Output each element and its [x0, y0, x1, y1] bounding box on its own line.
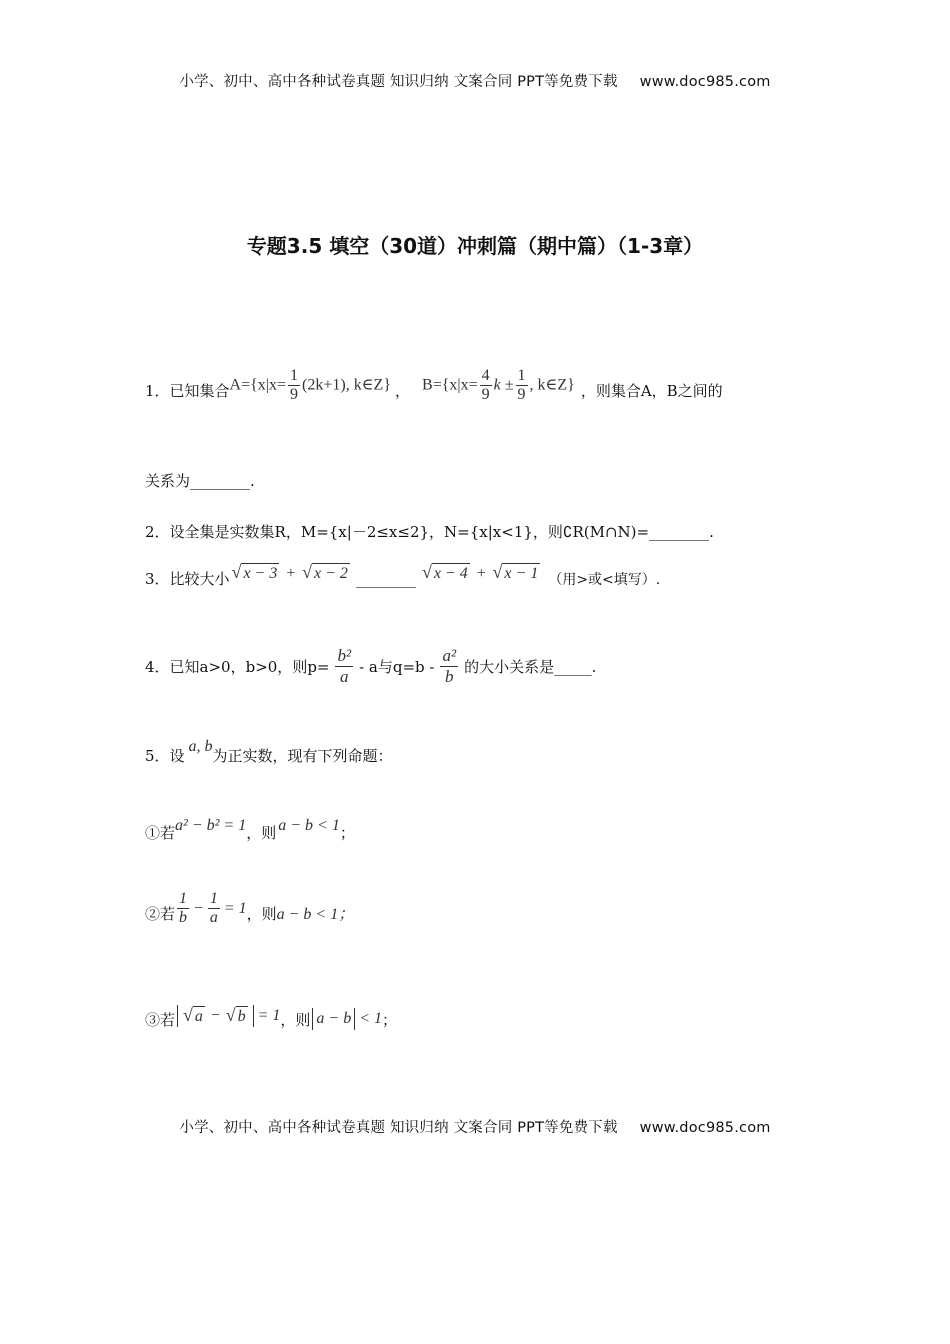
item-3-end: ； [382, 1010, 398, 1029]
item-3-conclusion: a − b < 1 [310, 1008, 382, 1030]
item-3-label: ③若 [145, 1010, 176, 1029]
item-2-conclusion: a − b < 1； [276, 905, 355, 923]
item-2-then: ，则 [246, 904, 277, 923]
q5-prefix: 5．设 [145, 747, 185, 765]
item-1-label: ①若 [145, 824, 176, 842]
q3-prefix: 3．比较大小 [145, 570, 230, 588]
page-header [0, 70, 950, 91]
item-1-conclusion: a − b < 1 [278, 816, 340, 834]
q1-prefix: 1．已知集合 [145, 382, 230, 400]
q1-set-a: A={x|x= $\frac{1}{9}$ (2k+1), k∈Z} [229, 366, 392, 403]
q3-left-expr: √ x − 3 + √ x − 2 [231, 562, 348, 582]
question-4 [145, 646, 596, 686]
q1-suffix: ，则集合A，B之间的 [580, 382, 723, 400]
q5-suffix: 为正实数，现有下列命题： [212, 747, 393, 765]
header-text: 小学、初中、高中各种试卷真题 知识归纳 文案合同 PPT等免费下载 [179, 74, 618, 90]
footer-text: 小学、初中、高中各种试卷真题 知识归纳 文案合同 PPT等免费下载 [179, 1120, 618, 1136]
item-3-then: ，则 [280, 1010, 311, 1029]
q5-item-1 [145, 816, 355, 843]
q3-right-expr: √ x − 4 + √ x − 1 [421, 562, 539, 582]
header-site-link[interactable]: www.doc985.com [639, 74, 771, 90]
item-2-label: ②若 [145, 904, 176, 923]
q3-suffix: （用>或<填写）. [548, 571, 661, 588]
q5-item-3 [145, 1004, 398, 1030]
q1-set-b: B={x|x= $\frac{4}{9}$ k ± $\frac{1}{9}$ , k∈Z} [422, 366, 575, 403]
q5-vars: a, b [188, 737, 213, 755]
question-2: 2．设全集是实数集R，M={x|－2≤x≤2}，N={x|x<1}，则∁R(M∩N)=________. [145, 523, 714, 541]
question-5 [145, 737, 393, 766]
q1-line-2: 关系为________. [145, 472, 255, 490]
footer-site-link[interactable]: www.doc985.com [639, 1120, 771, 1136]
q4-suffix: 的大小关系是_____. [464, 657, 597, 676]
item-3-condition: √ a − √ b = 1 [175, 1005, 280, 1027]
item-1-then: ，则 [246, 824, 277, 842]
q4-mid: - a与q=b - [359, 657, 435, 676]
page-footer [0, 1116, 950, 1137]
q4-fraction-q: $\frac{\text{a²}}{b}$ [442, 646, 457, 686]
q5-item-2 [145, 890, 355, 928]
q4-fraction-p: $\frac{\text{b²}}{a}$ [337, 646, 352, 686]
question-1 [145, 366, 723, 405]
q4-prefix: 4．已知a>0，b>0，则p= [145, 657, 330, 676]
page-title: 专题3.5 填空（30道）冲刺篇（期中篇）（1-3章） [246, 234, 704, 258]
question-3 [145, 562, 661, 589]
q1-comma: ， [395, 382, 411, 400]
item-2-condition: $\frac{1}{b}$ − $\frac{1}{a}$ = 1 [179, 890, 247, 927]
item-1-condition: a² − b² = 1 [175, 816, 247, 834]
q3-blank: ________ [355, 569, 416, 588]
item-1-end: ； [339, 824, 355, 842]
